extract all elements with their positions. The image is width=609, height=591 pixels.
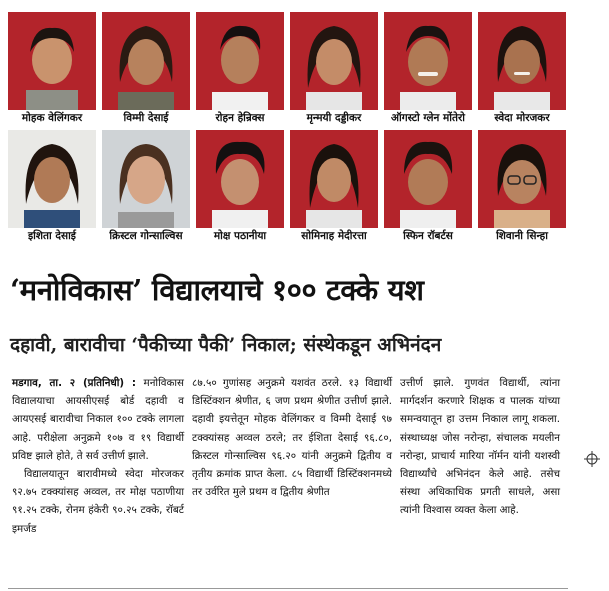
student-card	[384, 130, 472, 244]
article-paragraph: उत्तीर्ण झाले. गुणवंत विद्यार्थी, त्यांना मार्गदर्शन करणारे शिक्षक व पालक यांच्या समन्वयातून हा उत्तम निकाल लागू शकला. संस्थाध्यक्ष जोस नरोन्हा, संचालक मयलीन नरोन्हा, प्राचार्य मारिया नॉर्मन यांनी यशस्वी विद्यार्थ्यांचे अभिनंदन केले आहे. तसेच संस्था अधिकाधिक प्रगती साधले, असा त्यांनी विश्वास व्यक्त केला आहे.	[400, 377, 560, 517]
student-name: शिवानी सिन्हा	[496, 230, 548, 242]
headline: ‘मनोविकास’ विद्यालयाचे १०० टक्के यश	[10, 273, 424, 307]
divider	[8, 588, 568, 589]
student-name: स्फिन रॉबर्टस	[403, 230, 453, 242]
student-portrait	[478, 130, 566, 228]
crosshair-icon	[584, 451, 600, 467]
student-name: मोहक वेलिंगकर	[21, 112, 83, 124]
article-column-1	[12, 374, 184, 538]
student-name: विम्मी देसाई	[123, 112, 169, 124]
student-card	[384, 12, 472, 126]
student-name: सोमिनाह मेदीरत्ता	[301, 230, 367, 242]
student-portrait	[102, 12, 190, 110]
student-portrait	[196, 130, 284, 228]
student-card	[102, 130, 190, 244]
student-photo-grid	[8, 12, 566, 244]
student-portrait	[290, 130, 378, 228]
student-card	[8, 12, 96, 126]
article-column-2	[192, 374, 392, 538]
student-card	[290, 130, 378, 244]
student-portrait	[8, 12, 96, 110]
student-name: मोक्ष पठानीया	[213, 230, 267, 242]
student-name: मृन्मयी दड्डीकर	[306, 112, 362, 124]
dateline: मडगाव, ता. २ (प्रतिनिधी) :	[12, 377, 137, 389]
student-portrait	[290, 12, 378, 110]
student-name: रोहन हेन्रिक्स	[215, 112, 265, 124]
article-column-3	[400, 374, 560, 538]
student-card	[478, 130, 566, 244]
student-portrait	[196, 12, 284, 110]
article-paragraph: ८७.५० गुणांसह अनुक्रमे यशवंत ठरले. १३ विद्यार्थी डिस्टिंक्शन श्रेणीत, ६ जण प्रथम श्रेणीत उत्तीर्ण झाले. दहावी इयत्तेतून मोहक वेलिंगकर व विम्मी देसाई ९७ टक्क्यांसह अव्वल ठरले; तर ईशिता देसाई ९६.८०, क्रिस्टल गोन्साल्विस ९६.२० यांनी अनुक्रमे द्वितीय व तृतीय क्रमांक प्राप्त केला. ८५ विद्यार्थी डिस्टिंक्शनमध्ये तर उर्वरित मुले प्रथम व द्वितीय श्रेणीत	[192, 377, 392, 499]
student-name: इशिता देसाई	[28, 230, 76, 242]
student-card	[478, 12, 566, 126]
student-portrait	[478, 12, 566, 110]
student-card	[102, 12, 190, 126]
article-paragraph: मनोविकास विद्यालयाचा आयसीएसई बोर्ड दहावी व आयएसई बारावीचा निकाल १०० टक्के लागला आहे. परीक्षेला अनुक्रमे १०७ व १९ विद्यार्थी प्रविष्ट झाले होते, ते सर्व उत्तीर्ण झाले.	[12, 377, 184, 462]
student-card	[196, 12, 284, 126]
student-portrait	[384, 12, 472, 110]
student-card	[290, 12, 378, 126]
student-card	[8, 130, 96, 244]
student-name: ऑगस्टो ग्लेन मोंतेरो	[391, 112, 465, 124]
student-name: क्रिस्टल गोन्साल्विस	[109, 230, 183, 242]
student-card	[196, 130, 284, 244]
subheadline: दहावी, बारावीचा ‘पैकीच्या पैकी’ निकाल; संस्थेकडून अभिनंदन	[10, 334, 442, 356]
article-paragraph: विद्यालयातून बारावीमध्ये स्वेदा मोरजकर ९२.७५ टक्क्यांसह अव्वल, तर मोक्ष पठाणीया ९१.२५ टक्के, रोनम हंकेरी ९०.२५ टक्के, रॉबर्ट इमर्जड	[12, 468, 184, 535]
student-portrait	[8, 130, 96, 228]
article-body	[12, 374, 560, 538]
student-name: स्वेदा मोरजकर	[494, 112, 550, 124]
student-portrait	[102, 130, 190, 228]
student-portrait	[384, 130, 472, 228]
